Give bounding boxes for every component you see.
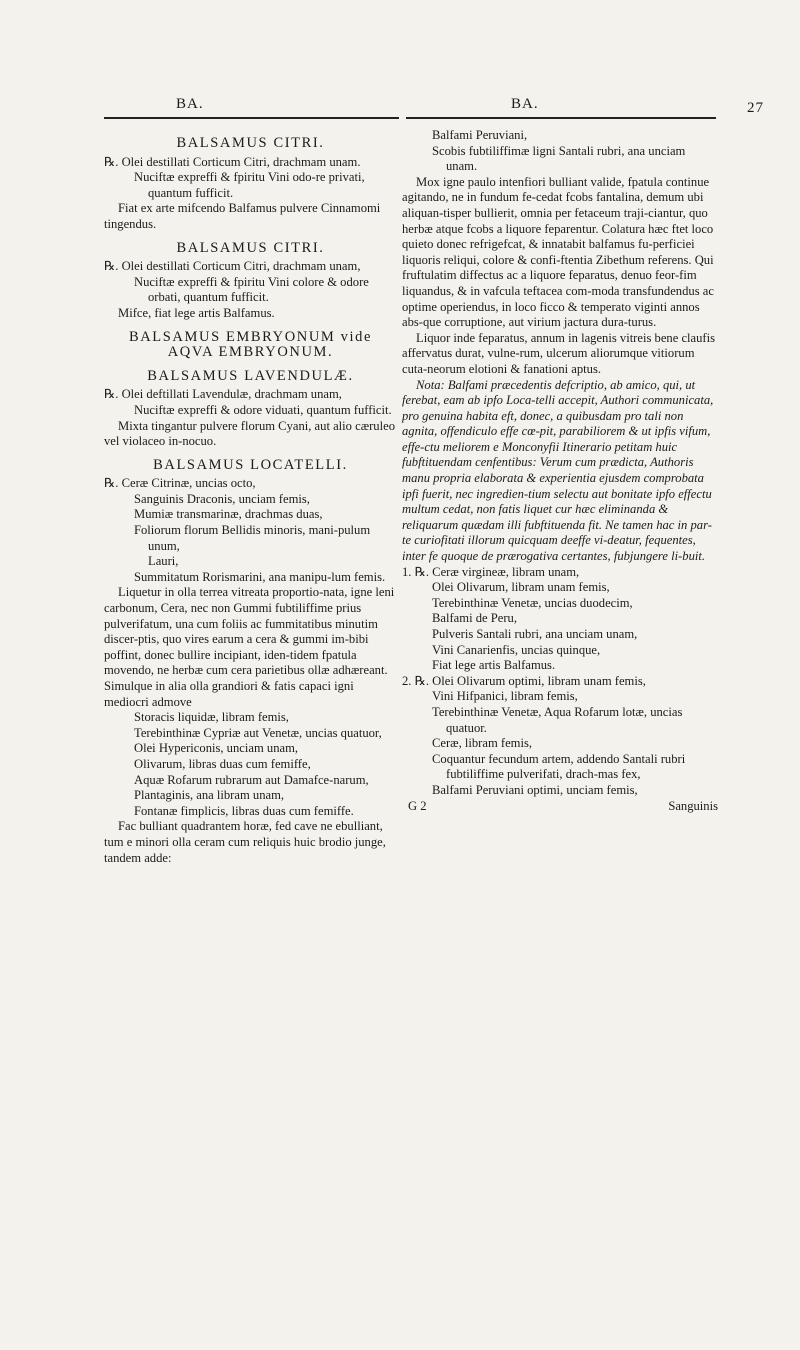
ingredient-line: Summitatum Rorismarini, ana manipu-lum femis. bbox=[134, 569, 386, 584]
running-head-left: BA. bbox=[176, 96, 204, 112]
ingredient-line: Nuciftæ expreffi & odore viduati, quantum fufficit. bbox=[134, 402, 392, 417]
ingredient-line: Olei Hypericonis, unciam unam, bbox=[134, 741, 299, 756]
section-heading: BALSAMUS CITRI. bbox=[176, 135, 325, 151]
recipe-line: ℞. Olei destillati Corticum Citri, drachmam unam, bbox=[104, 259, 361, 274]
ingredient-line: Balfami Peruviani, bbox=[432, 128, 528, 142]
recipe-line: 1. ℞. Ceræ virgineæ, libram unam, bbox=[402, 564, 580, 579]
recipe-line: 2. ℞. Olei Olivarum optimi, libram unam femis, bbox=[402, 673, 646, 688]
section-heading: BALSAMUS LOCATELLI. bbox=[153, 456, 348, 473]
ingredient-line: Fiat lege artis Balfamus. bbox=[432, 658, 556, 673]
recipe-line: ℞. Olei deftillati Lavendulæ, drachmam unam, bbox=[104, 387, 342, 402]
ingredient-line: Sanguinis Draconis, unciam femis, bbox=[134, 491, 310, 506]
ingredient-line: Balfami Peruviani optimi, unciam femis, bbox=[432, 782, 638, 797]
paragraph: Mifce, fiat lege artis Balfamus. bbox=[118, 305, 275, 320]
section-heading: BALSAMUS LAVENDULÆ. bbox=[147, 367, 354, 384]
header-rule-left bbox=[104, 117, 399, 119]
ingredient-line: Nuciftæ expreffi & fpiritu Vini colore & odore orbati, quantum fufficit. bbox=[134, 274, 369, 305]
left-column bbox=[104, 128, 397, 866]
right-column bbox=[402, 128, 718, 814]
nota-paragraph: Nota: Balfami præcedentis defcriptio, ab amico, qui, ut ferebat, eam ab ipfo Loca-telli accepit, Authori communicata, pro genuina habita eft, donec, a quibusdam pro tali non agnita, offendiculo effe cœ-pit, parabiliorem & ut ipfis vifum, effe-ctu meliorem e Monconyfii Itinerario petitam huic fubftituendam cenfentibus: Verum cum prædicta, Authoris manu propria elaborata & experientia ejusdem comprobata ipfi fuerit, nec ingredien-tium selectu aut bonitate ipfo effectu multum cedat, non fatis liquet cur hæc eliminanda & reliquarum quædam illi fubftituenda fit. Ne tamen hac in par-te curiofitati illorum quicquam deeffe vi-deatur, fequentes, inter fe quoque de prærogativa certantes, fubjungere li-buit. bbox=[402, 377, 714, 564]
paragraph: Liquor inde feparatus, annum in lagenis vitreis bene claufis affervatus durat, vulne-rum, ulcerum aliorumque vitiorum cuta-neorum elotioni & fanationi aptus. bbox=[402, 330, 716, 376]
page-number: 27 bbox=[747, 100, 764, 116]
ingredient-line: Mumiæ transmarinæ, drachmas duas, bbox=[134, 507, 323, 522]
catchword: Sanguinis bbox=[668, 798, 718, 813]
ingredient-line: Olei Olivarum, libram unam femis, bbox=[432, 580, 610, 595]
paragraph: Fac bulliant quadrantem horæ, fed cave ne ebulliant, tum e minori olla ceram cum reliquis huic brodio junge, tandem adde: bbox=[104, 819, 386, 865]
ingredient-line: Ceræ, libram femis, bbox=[432, 736, 533, 751]
ingredient-line: Olivarum, libras duas cum femiffe, bbox=[134, 756, 311, 771]
section-heading: BALSAMUS EMBRYONUM vide AQVA EMBRYONUM. bbox=[128, 328, 373, 361]
ingredient-line: Terebinthinæ Venetæ, Aqua Rofarum lotæ, uncias quatuor. bbox=[432, 704, 683, 735]
page-footer bbox=[402, 799, 718, 815]
ingredient-line: Terebinthinæ Venetæ, uncias duodecim, bbox=[432, 595, 633, 610]
running-head-right: BA. bbox=[511, 96, 539, 112]
ingredient-line: Terebinthinæ Cypriæ aut Venetæ, uncias quatuor, bbox=[134, 725, 382, 740]
header-rule-right bbox=[406, 117, 716, 119]
ingredient-line: Plantaginis, ana libram unam, bbox=[134, 788, 285, 803]
ingredient-line: Vini Canarienfis, uncias quinque, bbox=[432, 642, 601, 657]
ingredient-line: Scobis fubtiliffimæ ligni Santali rubri, ana unciam unam. bbox=[432, 143, 686, 174]
ingredient-line: Storacis liquidæ, libram femis, bbox=[134, 710, 289, 725]
ingredient-line: Fontanæ fimplicis, libras duas cum femiffe. bbox=[134, 803, 354, 818]
ingredient-line: Lauri, bbox=[148, 554, 179, 569]
paragraph: Liquetur in olla terrea vitreata proportio-nata, igne leni carbonum, Cera, nec non Gummi fubtiliffime prius pulverifatum, una cum foliis ac fummitatibus minutim discer-ptis, quo vires earum a cera & gummi im-bibi poffint, donec bullire incipiant, iden-tidem fpatula movendo, ne herbæ cum cera parietibus ollæ adhæreant. Simulque in alia olla grandiori & fatis capaci igni mediocri admove bbox=[104, 585, 395, 709]
signature-mark: G 2 bbox=[408, 798, 427, 813]
ingredient-line: Pulveris Santali rubri, ana unciam unam, bbox=[432, 627, 638, 641]
ingredient-line: Aquæ Rofarum rubrarum aut Damafce-narum, bbox=[134, 772, 369, 787]
ingredient-line: Nuciftæ expreffi & fpiritu Vini odo-re privati, quantum fufficit. bbox=[134, 170, 365, 200]
ingredient-line: Foliorum florum Bellidis minoris, mani-pulum unum, bbox=[134, 523, 371, 553]
ingredient-line: Coquantur fecundum artem, addendo Santali rubri fubtiliffime pulverifati, drach-mas fex, bbox=[432, 751, 686, 782]
paragraph: Mox igne paulo intenfiori bulliant valide, fpatula continue agitando, ne in fundum fe-cedat fcobs fantalina, demum ubi aliquan-tisper bullierit, omnia per fetaceum traji-ciantur, quo herbæ atque fcobs a liquore feparentur. Colatura hæc ftet loco quieto donec refrigefcat, & innatabit balfamus fu-perficiei liquoris reliqui, colore & confi-ftentia Zibethum referens. Qui fruftulatim diffectus ac a liquore feparatus, denuo feor-fim liquandus, & in vafcula teftacea com-moda transfundendus ac optime operiendus, in loco ficco & temperato viginti annos abs-que corruptione, aut virium jactura dura-turus. bbox=[402, 174, 714, 330]
paragraph: Fiat ex arte mifcendo Balfamus pulvere Cinnamomi tingendus. bbox=[104, 201, 381, 231]
paragraph: Mixta tingantur pulvere florum Cyani, aut alio cæruleo vel violaceo in-nocuo. bbox=[104, 418, 395, 449]
recipe-line: ℞. Olei destillati Corticum Citri, drachmam unam. bbox=[104, 154, 361, 169]
section-heading: BALSAMUS CITRI. bbox=[176, 239, 325, 256]
recipe-line: ℞. Ceræ Citrinæ, uncias octo, bbox=[104, 476, 256, 491]
ingredient-line: Balfami de Peru, bbox=[432, 611, 517, 626]
ingredient-line: Vini Hifpanici, libram femis, bbox=[432, 689, 578, 704]
